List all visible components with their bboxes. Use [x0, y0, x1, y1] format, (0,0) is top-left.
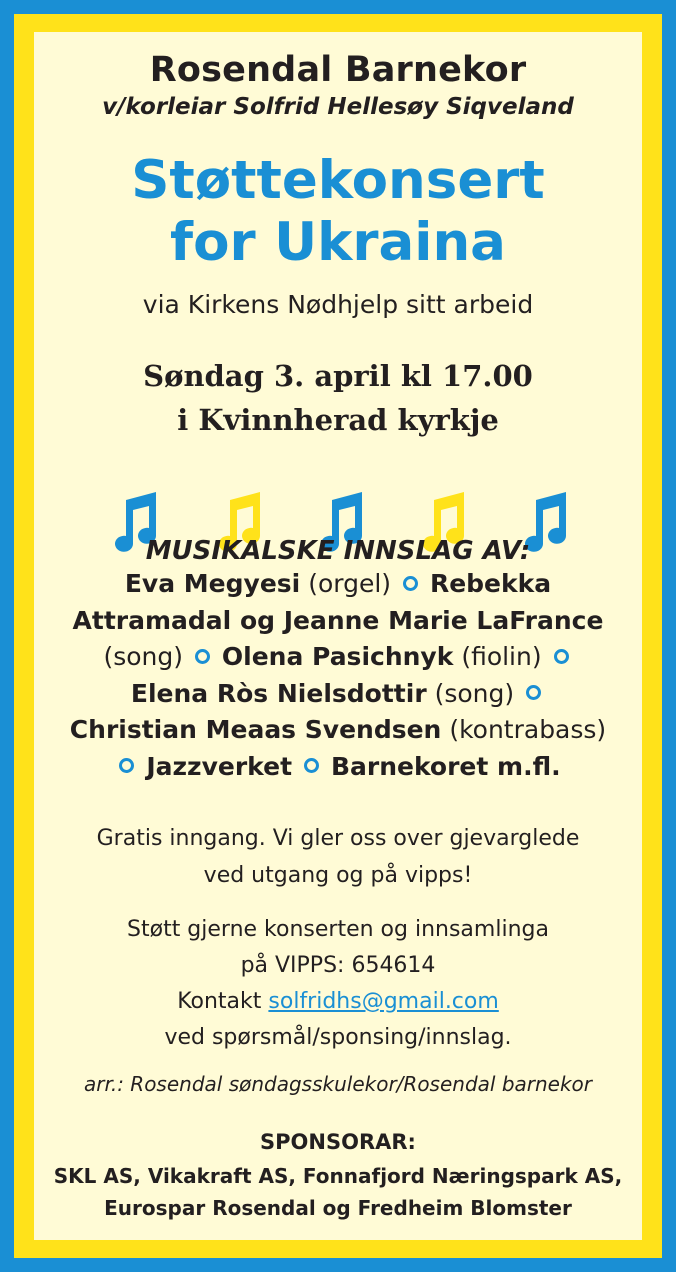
- performer-role: (fiolin): [461, 642, 542, 671]
- sponsors-line-2: Eurospar Rosendal og Fredheim Blomster: [104, 1196, 572, 1220]
- support-info: [34, 912, 642, 1056]
- performers-list: [34, 566, 642, 785]
- performer-role: (orgel): [308, 569, 392, 598]
- bullet-icon: [119, 758, 134, 773]
- performer-name: Rebekka: [429, 569, 552, 598]
- admission-line-1: Gratis inngang. Vi gler oss over gjevarglede: [96, 826, 580, 851]
- org-subtitle: v/korleiar Solfrid Hellesøy Siqveland: [102, 94, 574, 120]
- bullet-icon: [304, 758, 319, 773]
- performer-name: Olena Pasichnyk: [221, 642, 454, 671]
- performer-name: Attramadal og Jeanne Marie LaFrance: [72, 605, 604, 635]
- title-line-1: Støttekonsert: [131, 150, 545, 211]
- concert-title: [34, 150, 642, 274]
- performer-role: (song): [103, 642, 183, 671]
- support-line-1: Støtt gjerne konserten og innsamlinga: [127, 917, 549, 942]
- event-date: Søndag 3. april kl 17.00: [143, 359, 533, 393]
- performer-name: Eva Megyesi: [124, 569, 301, 598]
- poster: [34, 32, 642, 1240]
- event-info: [34, 354, 642, 442]
- performer-role: (kontrabass): [449, 715, 607, 744]
- performers-line: [34, 639, 642, 676]
- bullet-icon: [195, 649, 210, 664]
- performers-line: [34, 676, 642, 713]
- vipps-line: på VIPPS: 654614: [240, 953, 436, 978]
- admission-line-2: ved utgang og på vipps!: [203, 863, 473, 888]
- performer-name: Barnekoret m.fl.: [330, 751, 561, 781]
- performers-line: [34, 712, 642, 749]
- contact-email-link[interactable]: solfridhs@gmail.com: [268, 989, 499, 1014]
- via-text: via Kirkens Nødhjelp sitt arbeid: [142, 290, 534, 319]
- bullet-icon: [403, 576, 418, 591]
- contact-label: Kontakt: [177, 989, 262, 1014]
- performers-line: [34, 749, 642, 786]
- sponsors-heading: SPONSORAR:: [260, 1130, 416, 1154]
- admission-info: [34, 820, 642, 894]
- title-line-2: for Ukraina: [170, 212, 506, 273]
- organizer-text: arr.: Rosendal søndagsskulekor/Rosendal barnekor: [83, 1072, 593, 1096]
- performer-role: (song): [434, 678, 515, 708]
- performer-name: Elena Ròs Nielsdottir: [130, 678, 427, 708]
- performers-line: [34, 603, 642, 640]
- bullet-icon: [554, 649, 569, 664]
- performer-name: Jazzverket: [146, 751, 293, 781]
- performer-name: Christian Meaas Svendsen: [69, 715, 442, 744]
- sponsors-list: [34, 1160, 642, 1224]
- bullet-icon: [526, 685, 541, 700]
- performers-heading: MUSIKALSKE INNSLAG AV:: [145, 536, 531, 566]
- contact-line: [34, 984, 642, 1020]
- event-place: i Kvinnherad kyrkje: [177, 403, 499, 437]
- performers-line: [34, 566, 642, 603]
- support-line-4: ved spørsmål/sponsing/innslag.: [164, 1025, 512, 1050]
- sponsors-line-1: SKL AS, Vikakraft AS, Fonnafjord Næringspark AS,: [53, 1164, 623, 1188]
- org-name: Rosendal Barnekor: [149, 50, 527, 90]
